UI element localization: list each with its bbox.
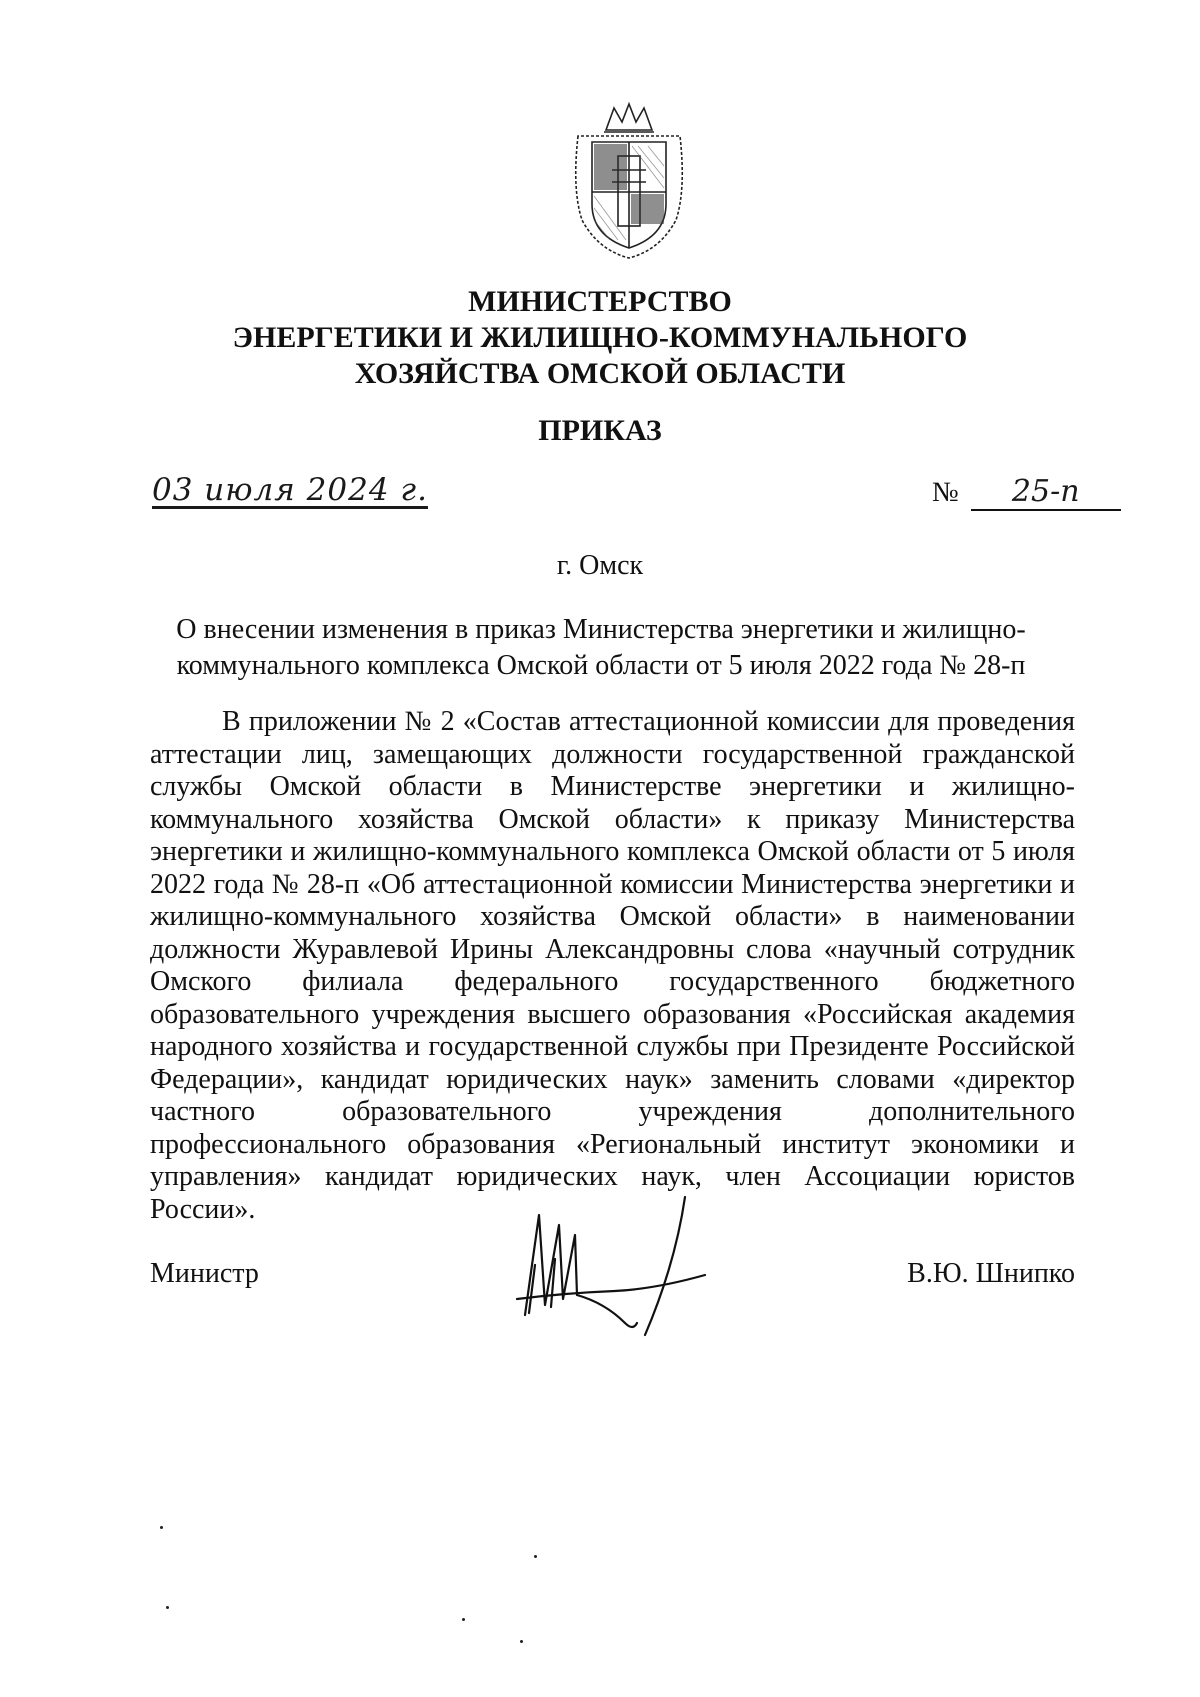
handwritten-date: 03 июля 2024 г. <box>152 472 428 508</box>
organization-name <box>0 284 1200 392</box>
city: г. Омск <box>556 550 644 581</box>
handwritten-number: 25-п <box>971 475 1121 511</box>
document-subject: О внесении изменения в приказ Министерства энергетики и жилищно-коммунального комплекса Омской области от 5 июля 2022 года № 28-п <box>176 614 1026 681</box>
org-line-2: ЭНЕРГЕТИКИ И ЖИЛИЩНО-КОММУНАЛЬНОГО <box>232 321 968 354</box>
number-sign: № <box>932 477 959 508</box>
handwritten-signature-icon <box>505 1195 735 1345</box>
scan-speck <box>462 1618 465 1621</box>
org-line-1: МИНИСТЕРСТВО <box>468 285 732 318</box>
body-paragraph: В приложении № 2 «Состав аттестационной комиссии для проведения аттестации лиц, замещающих должности государственной гражданской службы Омской области в Министерстве энергетики и жилищно-коммунального хозяйства Омской области» к приказу Министерства энергетики и жилищно-коммунального комплекса Омской области от 5 июля 2022 года № 28-п «Об аттестационной комиссии Министерства энергетики и жилищно-коммунального хозяйства Омской области» в наименовании должности Журавлевой Ирины Александровны слова «научный сотрудник Омского филиала федерального государственного бюджетного образовательного учреждения высшего образования «Российская академия народного хозяйства и государственной службы при Президенте Российской Федерации», кандидат юридических наук» заменить словами «директор частного образовательного учреждения дополнительного профессионального образования «Региональный институт экономики и управления» кандидат юридических наук, член Ассоциации юристов России». <box>150 706 1075 1225</box>
scan-speck <box>534 1555 537 1558</box>
signatory-name: В.Ю. Шнипко <box>907 1258 1075 1289</box>
document-number <box>932 475 1121 511</box>
scan-speck <box>166 1606 169 1609</box>
signatory-title: Министр <box>150 1258 259 1289</box>
scan-speck <box>160 1526 163 1529</box>
org-line-3: ХОЗЯЙСТВА ОМСКОЙ ОБЛАСТИ <box>354 357 846 390</box>
scan-speck <box>520 1640 523 1643</box>
document-type: ПРИКАЗ <box>538 414 662 447</box>
coat-of-arms-icon <box>568 100 690 262</box>
